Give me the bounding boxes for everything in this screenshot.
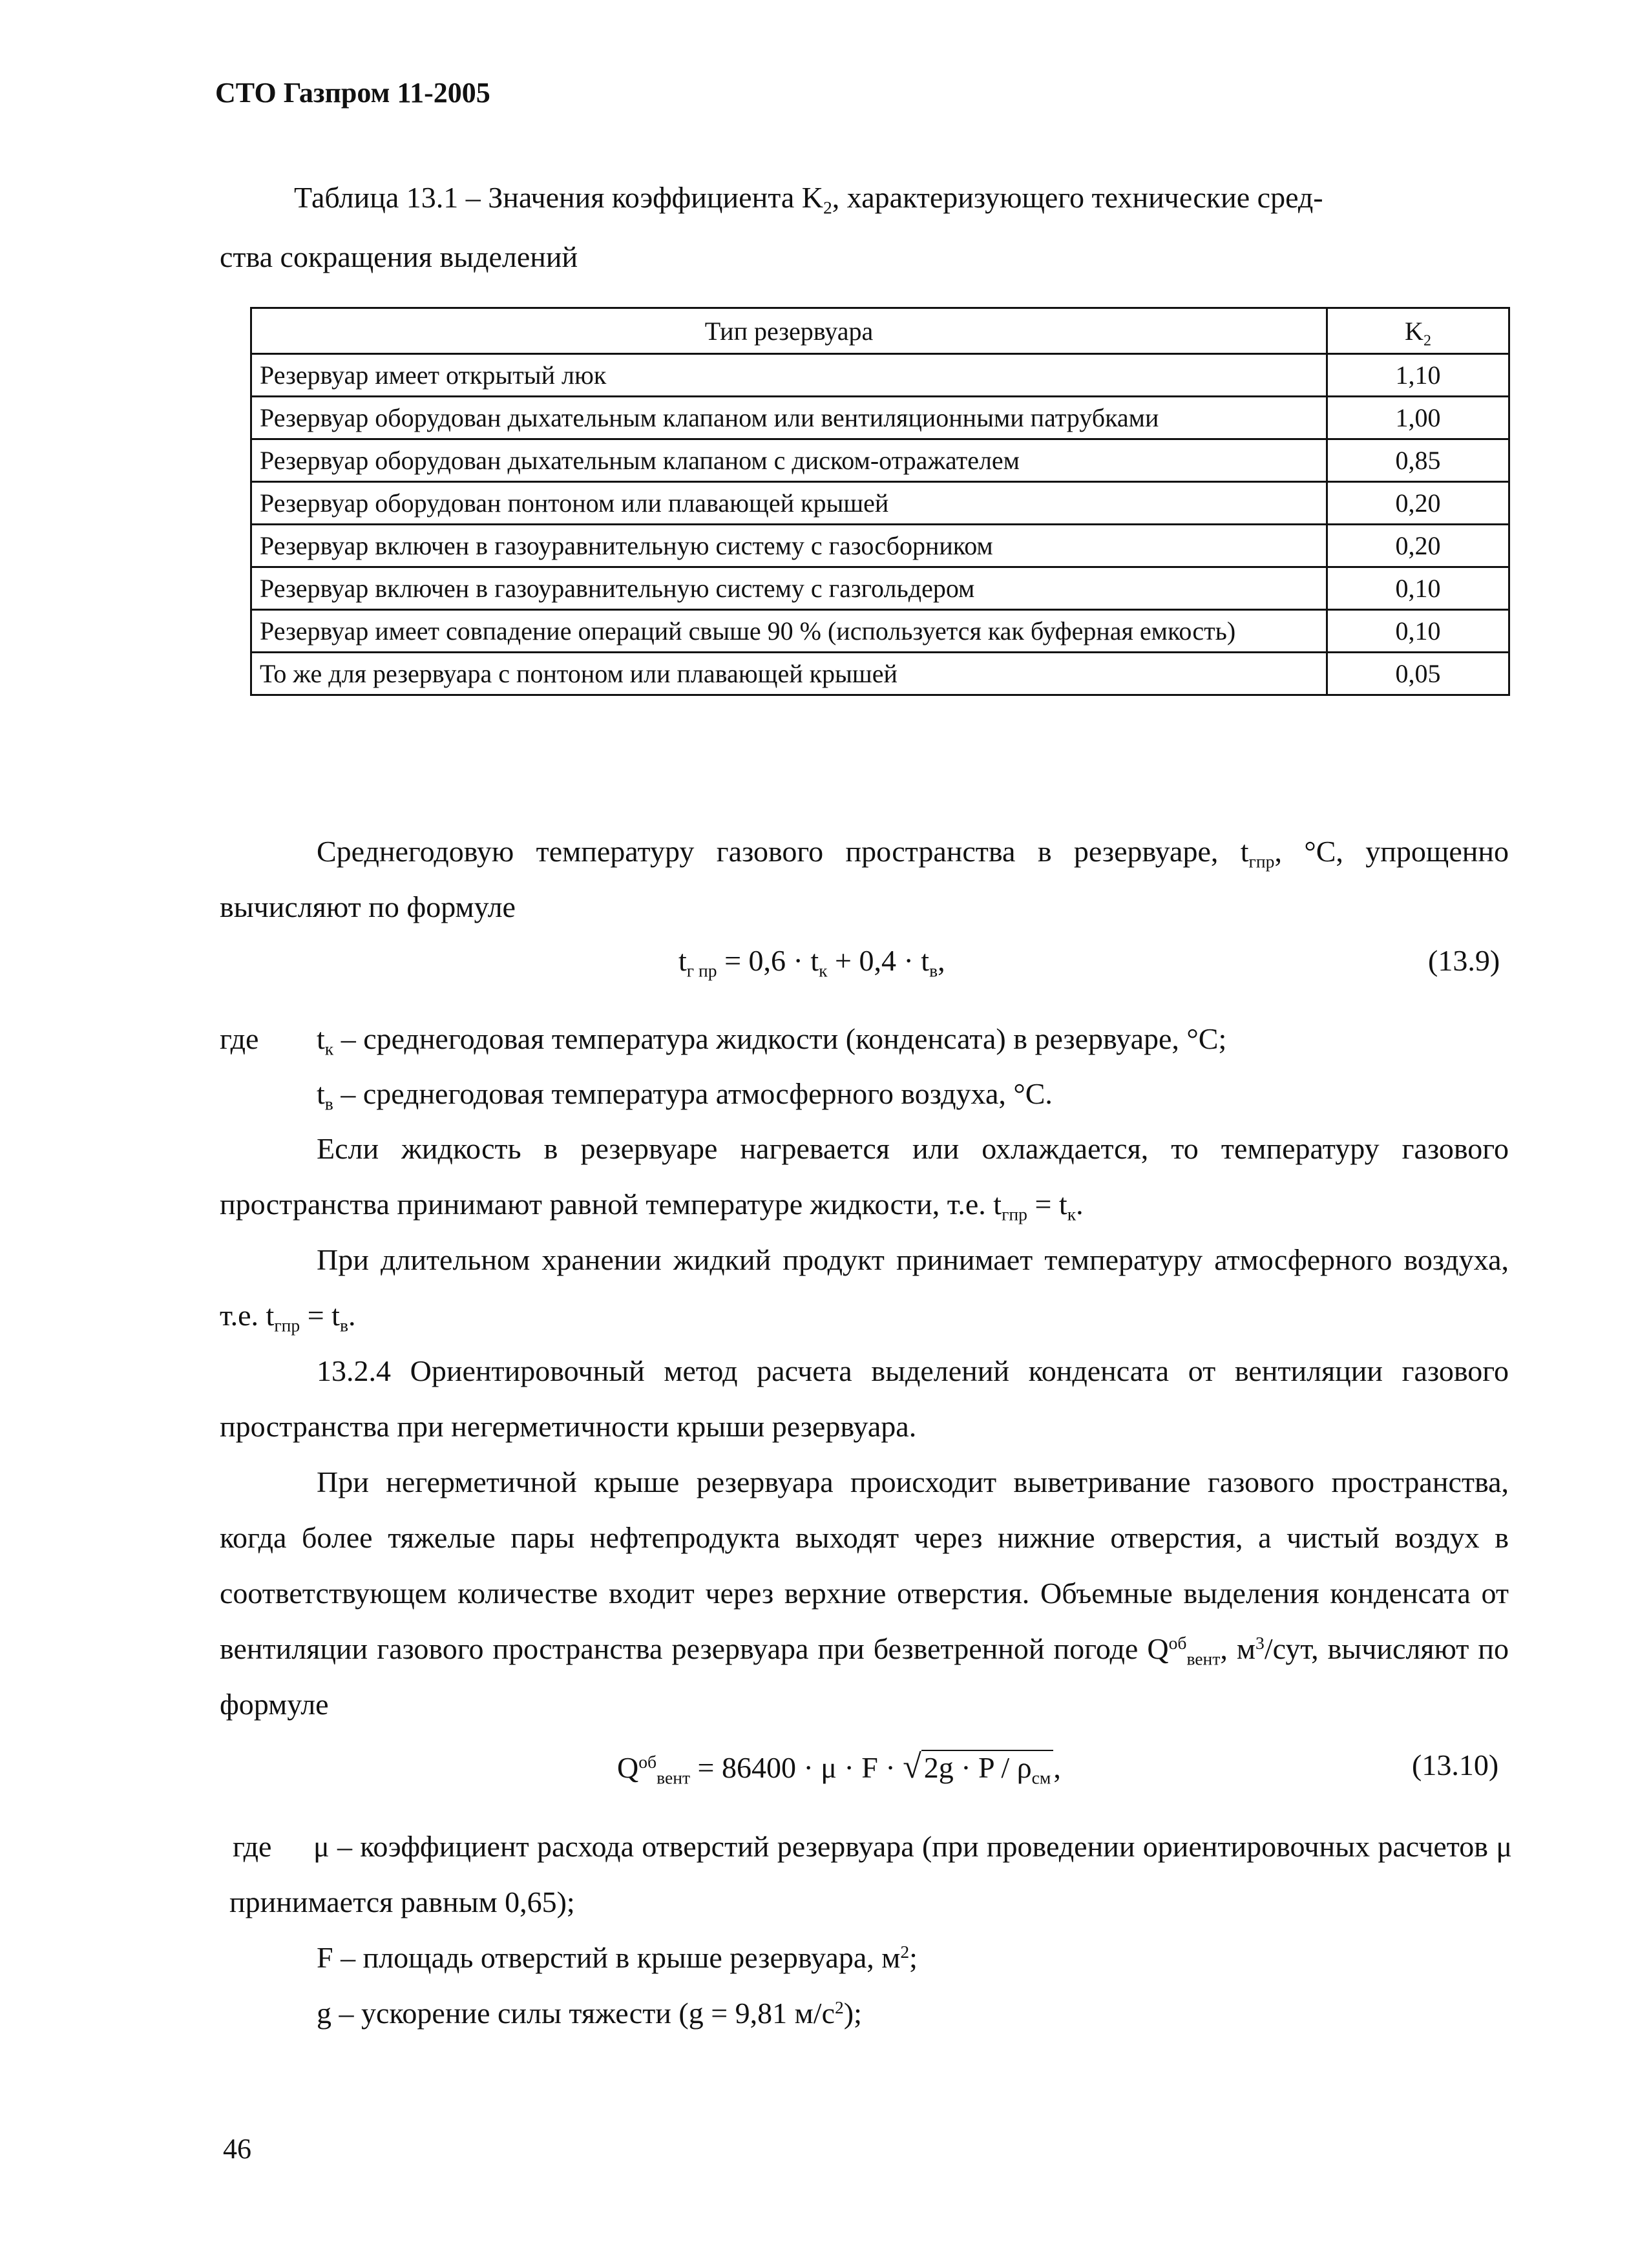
k2-value-cell: 0,10 bbox=[1327, 610, 1509, 653]
paragraph-heated-liquid: Если жидкость в резервуаре нагревается или охлаждается, то температуру газового пространства принимают равной температуре жидкости, т.е. $t_{гпр} = t_к$. bbox=[220, 1132, 1509, 1224]
definition-mu: μ – коэффициент расхода отверстий резервуара (при проведении ориентировочных расчетов μ принимается равным 0,65); bbox=[229, 1830, 1512, 1918]
table-row bbox=[251, 567, 1509, 610]
paragraph-mean-temperature: Среднегодовую температуру газового пространства в резервуаре, $t_{гпр}$, °С, упрощенно вычисляют по формуле bbox=[220, 835, 1509, 923]
document-code-header: СТО Газпром 11-2005 bbox=[215, 77, 490, 109]
definition-f: F – площадь отверстий в крыше резервуара, $м^2$; bbox=[317, 1941, 918, 1974]
paragraph-long-storage: При длительном хранении жидкий продукт принимает температуру атмосферного воздуха, т.е. $t_{гпр} = t_в$. bbox=[220, 1243, 1509, 1336]
definition-g: g – ускорение силы тяжести (g = 9,81 $м/с^2$); bbox=[317, 1997, 862, 2030]
k2-value-cell: 0,20 bbox=[1327, 482, 1509, 525]
caption-line2: ства сокращения выделений bbox=[220, 240, 578, 273]
tank-type-cell: Резервуар оборудован понтоном или плавающей крышей bbox=[251, 482, 1327, 525]
table-caption bbox=[220, 168, 1506, 287]
k2-value-cell: 0,05 bbox=[1327, 653, 1509, 695]
k2-value-cell: 1,00 bbox=[1327, 397, 1509, 439]
table-header-row bbox=[251, 308, 1509, 354]
formula-13-9: $t_{г пр} = 0,6 \cdot t_к + 0,4 \cdot t_в$, bbox=[678, 944, 945, 981]
k2-value-cell: 1,10 bbox=[1327, 354, 1509, 397]
equation-number-13-10: (13.10) bbox=[1412, 1748, 1499, 1781]
table-row bbox=[251, 439, 1509, 482]
equation-number-13-9: (13.9) bbox=[1428, 944, 1500, 977]
k2-value-cell: 0,10 bbox=[1327, 567, 1509, 610]
table-row bbox=[251, 354, 1509, 397]
tank-type-cell: Резервуар оборудован дыхательным клапаном или вентиляционными патрубками bbox=[251, 397, 1327, 439]
k2-table bbox=[250, 307, 1510, 696]
tank-type-cell: То же для резервуара с понтоном или плавающей крышей bbox=[251, 653, 1327, 695]
formula-13-10: $Q^{об}_{вент} = 86400 \cdot \mu \cdot F \cdot √2g \cdot P / \rho_{см}$, bbox=[617, 1748, 1061, 1788]
tank-type-cell: Резервуар включен в газоуравнительную систему с газгольдером bbox=[251, 567, 1327, 610]
tank-type-cell: Резервуар включен в газоуравнительную систему с газосборником bbox=[251, 525, 1327, 567]
table-row bbox=[251, 525, 1509, 567]
caption-text: Таблица 13.1 – Значения коэффициента K bbox=[294, 181, 823, 214]
where-label-1: где bbox=[220, 1022, 259, 1055]
page-number: 46 bbox=[223, 2133, 251, 2165]
caption-subscript: 2 bbox=[823, 197, 832, 218]
table-row bbox=[251, 482, 1509, 525]
tank-type-cell: Резервуар имеет совпадение операций свыше 90 % (используется как буферная емкость) bbox=[251, 610, 1327, 653]
table-row bbox=[251, 397, 1509, 439]
header-type: Тип резервуара bbox=[251, 308, 1327, 354]
k2-value-cell: 0,85 bbox=[1327, 439, 1509, 482]
section-13-2-4-heading: 13.2.4 Ориентировочный метод расчета выделений конденсата от вентиляции газового пространства при негерметичности крыши резервуара. bbox=[220, 1354, 1509, 1443]
table-row bbox=[251, 610, 1509, 653]
header-k2: $K_2$ bbox=[1327, 308, 1509, 354]
definition-tk: $t_к$ – среднегодовая температура жидкости (конденсата) в резервуаре, °С; bbox=[317, 1022, 1227, 1059]
k2-value-cell: 0,20 bbox=[1327, 525, 1509, 567]
tank-type-cell: Резервуар оборудован дыхательным клапаном с диском-отражателем bbox=[251, 439, 1327, 482]
definition-tv: $t_в$ – среднегодовая температура атмосферного воздуха, °С. bbox=[317, 1077, 1053, 1114]
paragraph-roof-ventilation: При негерметичной крыше резервуара происходит выветривание газового пространства, когда более тяжелые пары нефтепродукта выходят через нижние отверстия, а чистый воздух в соответствующем количестве входит через верхние отверстия. Объемные выделения конденсата от вентиляции газового пространства резервуара при безветренной погоде $Q^{об}_{вент}$, $м^3$/сут, вычисляют по формуле bbox=[220, 1465, 1509, 1721]
caption-text-end: , характеризующего технические сред- bbox=[832, 181, 1323, 214]
tank-type-cell: Резервуар имеет открытый люк bbox=[251, 354, 1327, 397]
where-label-2: где bbox=[233, 1830, 272, 1863]
table-row bbox=[251, 653, 1509, 695]
